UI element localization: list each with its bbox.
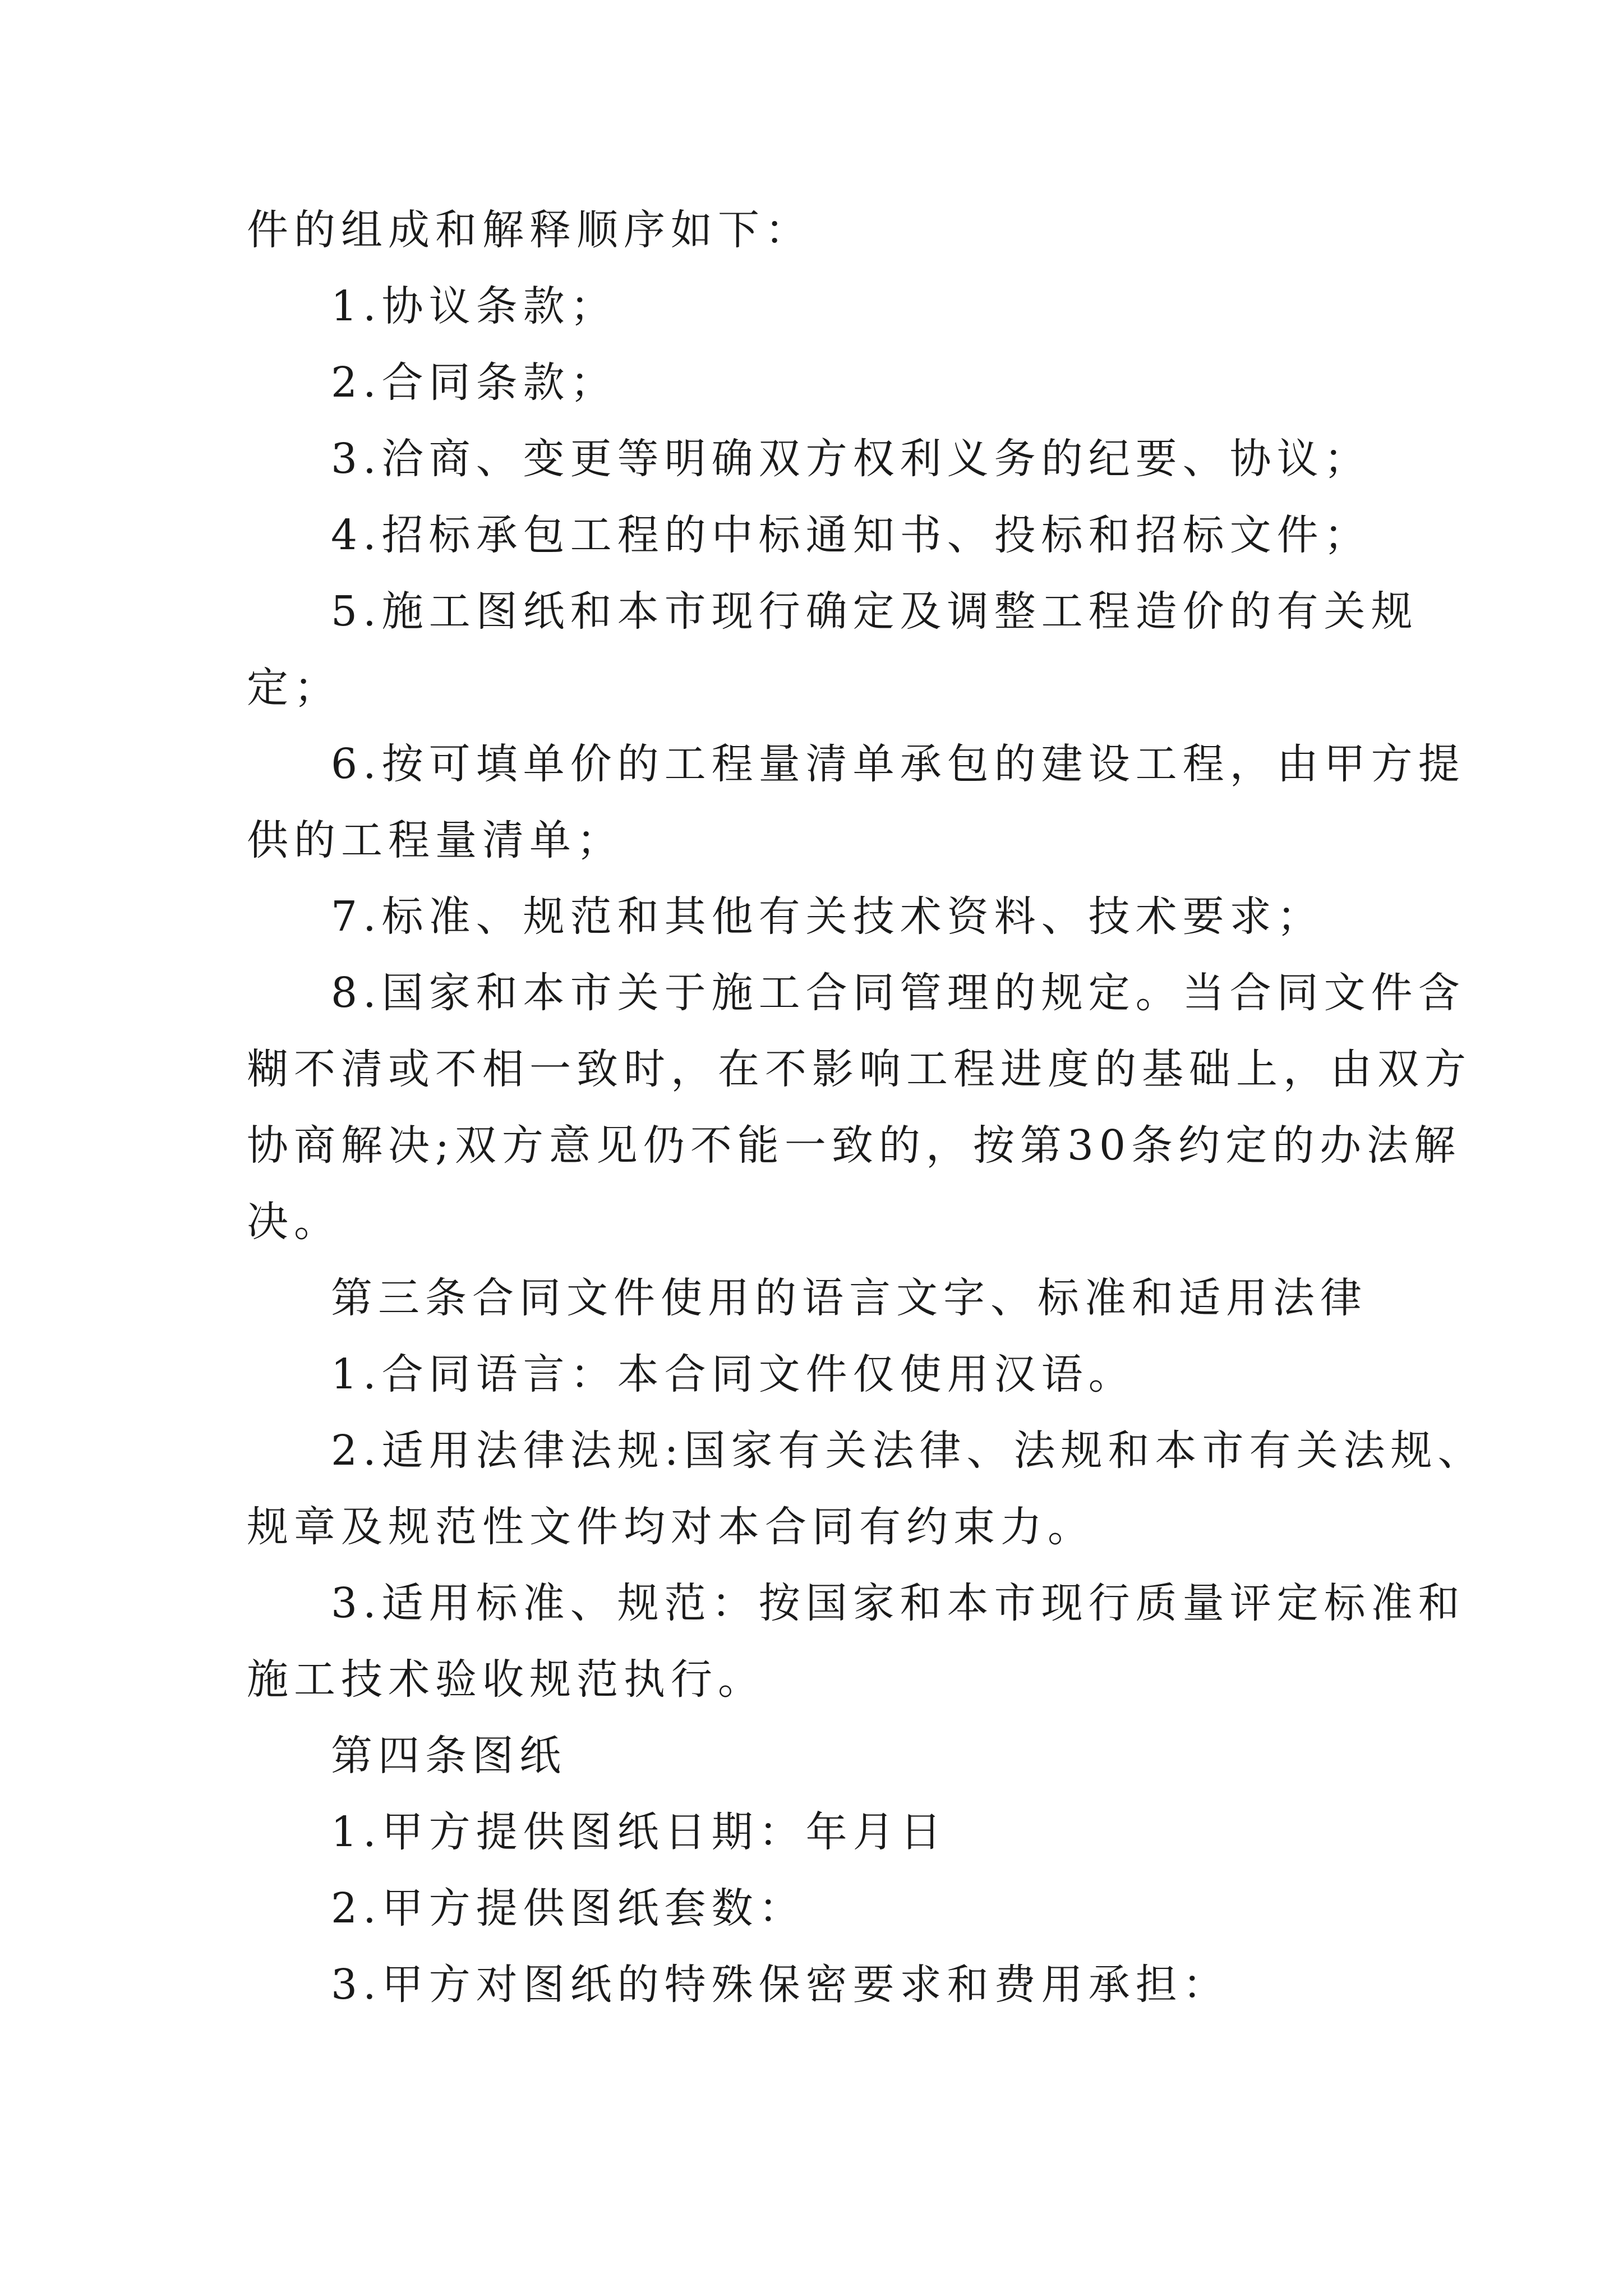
text-line: 2.甲方提供图纸套数： — [331, 1884, 806, 1932]
text-line: 2.合同条款； — [331, 358, 617, 407]
text-line: 3.洽商、变更等明确双方权利义务的纪要、协议； — [331, 435, 1371, 483]
section-heading: 第四条图纸 — [331, 1732, 566, 1780]
text-line: 糊不清或不相一致时，在不影响工程进度的基础上，由双方 — [247, 1045, 1472, 1093]
text-line: 3.适用标准、规范：按国家和本市现行质量评定标准和 — [331, 1579, 1465, 1627]
text-line: 3.甲方对图纸的特殊保密要求和费用承担： — [331, 1961, 1230, 2009]
text-line: 6.按可填单价的工程量清单承包的建设工程，由甲方提 — [331, 740, 1465, 788]
text-line: 施工技术验收规范执行。 — [247, 1655, 765, 1704]
text-line: 7.标准、规范和其他有关技术资料、技术要求； — [331, 892, 1324, 941]
text-line: 1.甲方提供图纸日期：年月日 — [331, 1808, 947, 1856]
text-line: 规章及规范性文件均对本合同有约束力。 — [247, 1503, 1095, 1551]
text-line: 协商解决;双方意见仍不能一致的，按第30条约定的办法解 — [247, 1121, 1461, 1170]
text-line: 5.施工图纸和本市现行确定及调整工程造价的有关规 — [331, 587, 1418, 636]
text-line: 决。 — [247, 1198, 341, 1246]
text-line: 1.协议条款； — [331, 282, 617, 330]
text-line: 8.国家和本市关于施工合同管理的规定。当合同文件含 — [331, 969, 1465, 1017]
section-heading: 第三条合同文件使用的语言文字、标准和适用法律 — [331, 1274, 1367, 1322]
text-line: 供的工程量清单； — [247, 816, 624, 864]
text-line: 4.招标承包工程的中标通知书、投标和招标文件； — [331, 511, 1371, 559]
text-line: 定； — [247, 664, 341, 712]
text-line: 件的组成和解释顺序如下： — [247, 206, 812, 254]
text-line: 1.合同语言：本合同文件仅使用汉语。 — [331, 1350, 1136, 1398]
text-line: 2.适用法律法规:国家有关法律、法规和本市有关法规、 — [331, 1427, 1485, 1475]
